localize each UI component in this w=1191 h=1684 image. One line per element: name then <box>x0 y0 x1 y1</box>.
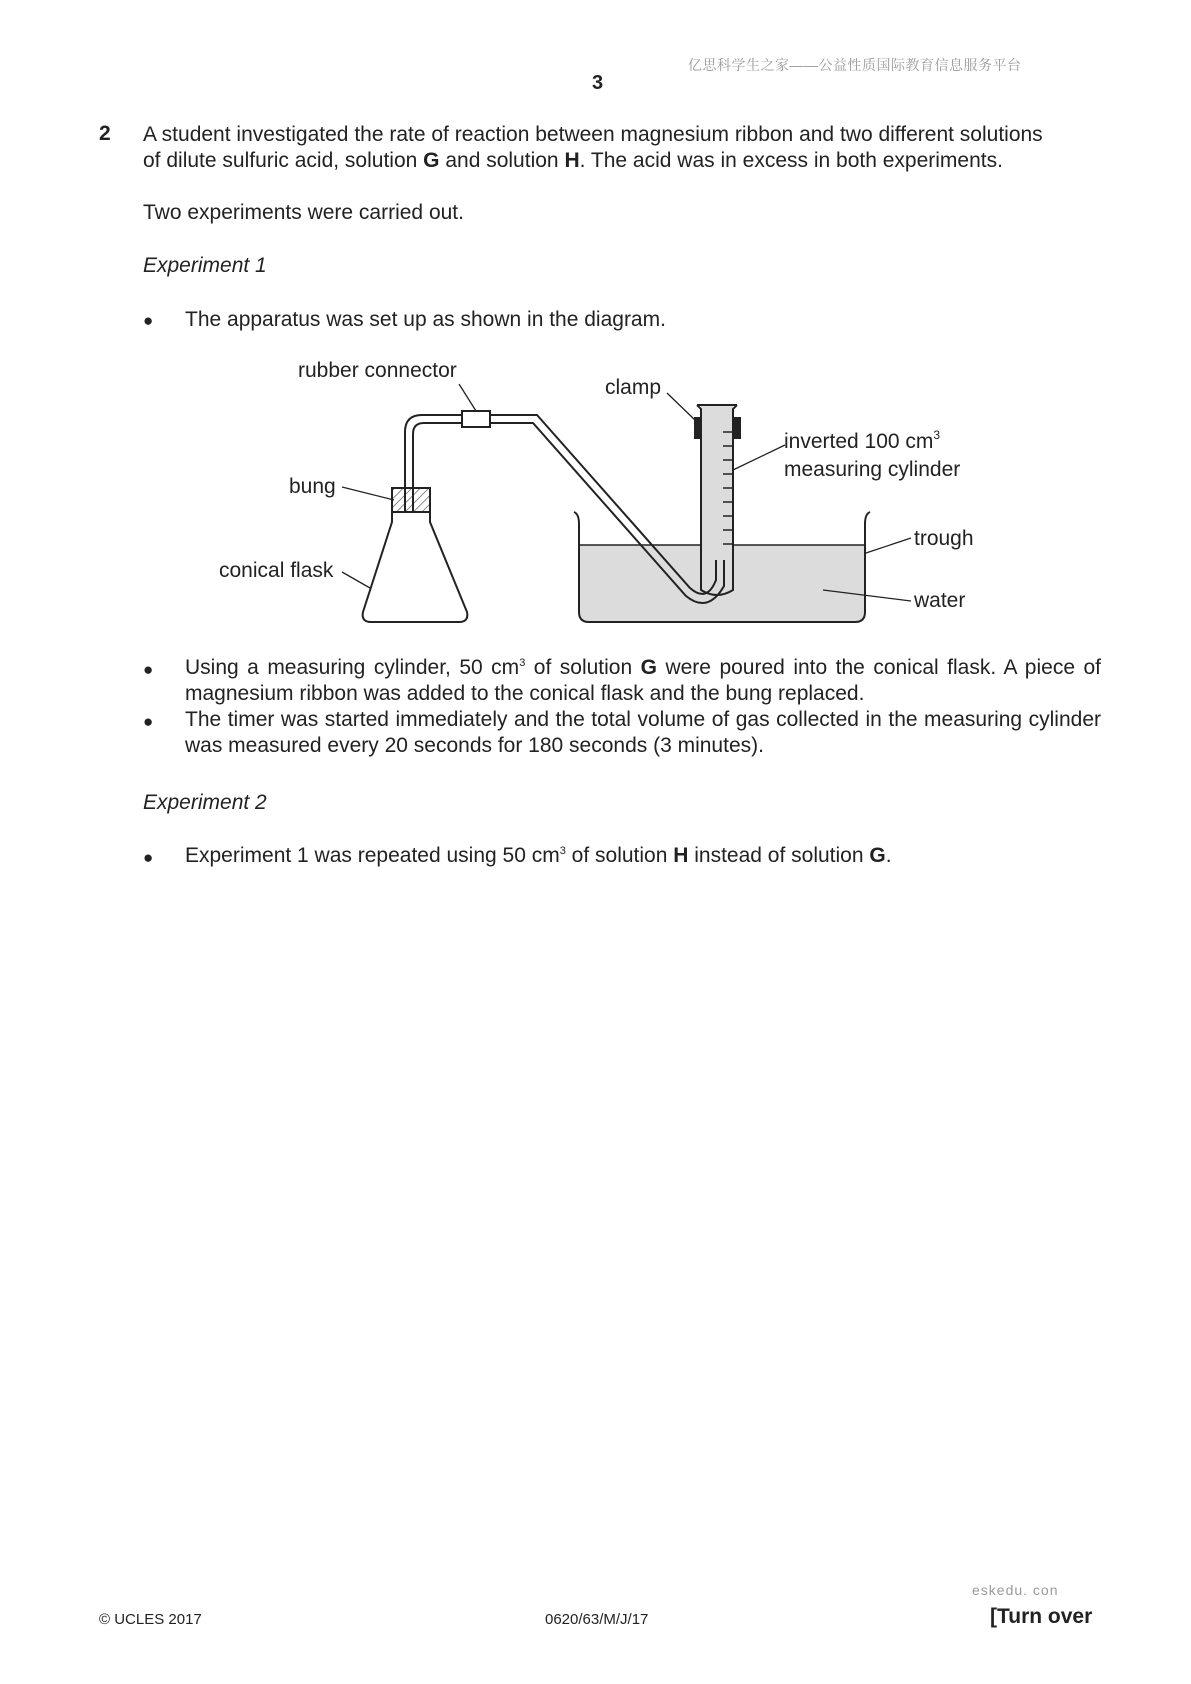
label-cylinder-text: inverted 100 cm <box>784 430 934 453</box>
intro-line2-c: and solution <box>439 149 565 172</box>
bullet4-solution-h: H <box>673 844 689 867</box>
experiment1-heading: Experiment 1 <box>143 254 267 277</box>
bullet-icon: ● <box>143 660 154 679</box>
measuring-cylinder <box>694 405 741 595</box>
bung <box>392 488 430 512</box>
label-cylinder-line1 <box>784 428 940 453</box>
bullet4-solution-g: G <box>869 844 886 867</box>
bullet4-text-a: Experiment 1 was repeated using 50 cm <box>185 844 560 867</box>
footer-site: eskedu. con <box>972 1582 1059 1598</box>
bullet-icon: ● <box>143 848 154 867</box>
bullet2-solution-g: G <box>640 656 657 679</box>
bullet2-text-a: Using a measuring cylinder, 50 cm <box>185 656 520 679</box>
bullet4-text-d: instead of solution <box>688 844 870 867</box>
intro-line2-a: of dilute sulfuric acid, solution <box>143 149 424 172</box>
intro-line2-e: . The acid was in excess in both experiments. <box>579 149 1003 172</box>
bullet4-text-f: . <box>885 844 892 867</box>
two-experiments-text: Two experiments were carried out. <box>143 201 464 224</box>
watermark-text: 亿思科学生之家——公益性质国际教育信息服务平台 <box>688 57 1022 73</box>
intro-line1: A student investigated the rate of reaction between magnesium ribbon and two different solutions <box>143 123 1043 146</box>
bullet2-sup: 3 <box>519 657 526 669</box>
bullet-icon: ● <box>143 311 154 330</box>
bullet-icon: ● <box>143 712 154 731</box>
label-cylinder-sup: 3 <box>933 428 941 442</box>
label-conical-flask: conical flask <box>219 559 334 582</box>
bullet4-sup: 3 <box>559 845 566 857</box>
bullet4-text-b: of solution <box>565 844 674 867</box>
page-number: 3 <box>592 72 604 94</box>
label-trough: trough <box>914 527 974 550</box>
bullet-timer: The timer was started immediately and the total volume of gas collected in the measuring cylinder was measured every 20 seconds for 180 seconds (3 minutes). <box>185 708 1101 757</box>
question-number: 2 <box>99 122 111 145</box>
bullet-experiment2 <box>185 843 1101 869</box>
bullet2-text-d: were poured into the conical flask. A piece of magnesium ribbon was added to the conical flask and the bung replaced. <box>185 656 1101 705</box>
label-bung: bung <box>289 475 336 498</box>
conical-flask <box>363 510 468 622</box>
rubber-connector <box>462 411 490 427</box>
bullet2-text-b: of solution <box>525 656 641 679</box>
footer-copyright: © UCLES 2017 <box>99 1611 202 1628</box>
footer-code: 0620/63/M/J/17 <box>545 1611 649 1628</box>
label-clamp: clamp <box>605 376 662 399</box>
solution-h-label: H <box>564 149 580 172</box>
clamp-jaw-right <box>733 417 741 439</box>
experiment2-heading: Experiment 2 <box>143 791 267 814</box>
label-cylinder-line2: measuring cylinder <box>784 458 961 481</box>
solution-g-label: G <box>423 149 440 172</box>
bullet-measuring <box>185 655 1101 707</box>
bullet-apparatus: The apparatus was set up as shown in the diagram. <box>185 308 666 331</box>
turn-over-label: [Turn over <box>990 1605 1093 1628</box>
label-rubber-connector: rubber connector <box>298 359 457 382</box>
label-water: water <box>914 589 966 612</box>
